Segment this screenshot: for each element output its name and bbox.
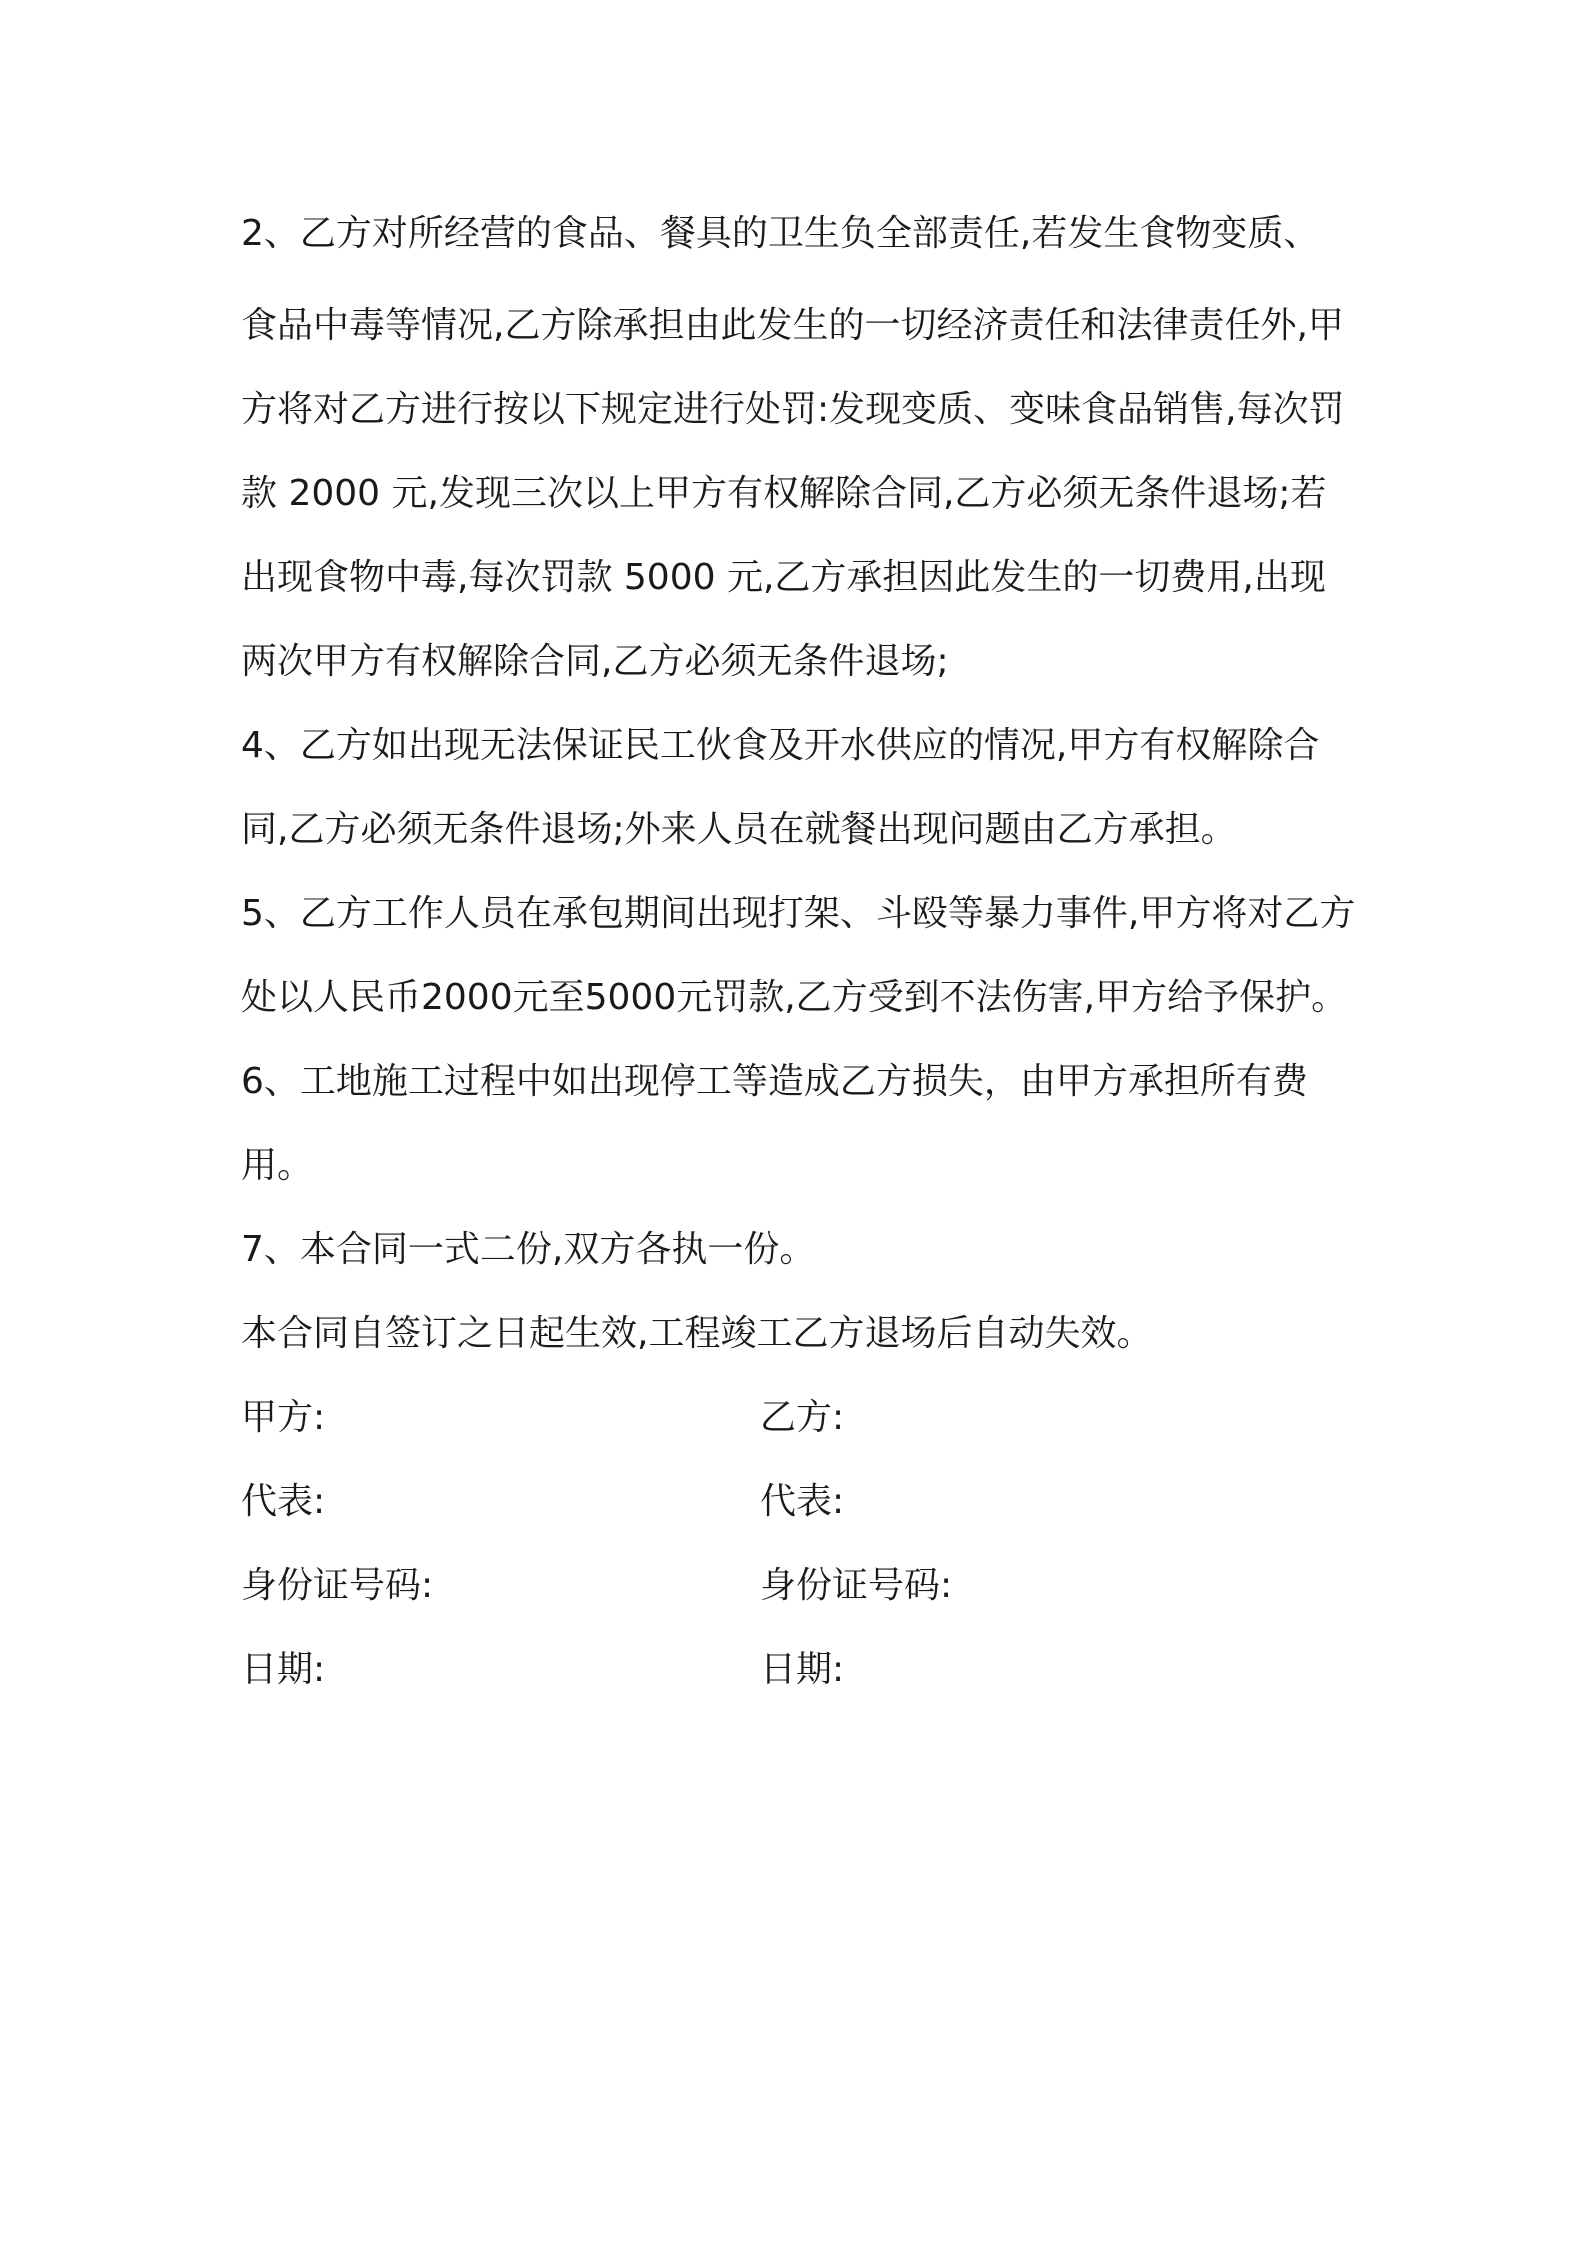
effective-statement: 本合同自签订之日起生效,工程竣工乙方退场后自动失效。 (241, 1313, 1153, 1354)
signature-row-representative (241, 1460, 1361, 1544)
signature-row-party (241, 1376, 1361, 1460)
clause-2-body: 食品中毒等情况,乙方除承担由此发生的一切经济责任和法律责任外,甲方将对乙方进行按以下规定进行处罚:发现变质、变味食品销售,每次罚款 2000 元,发现三次以上甲方有权解除合同,乙方必须无条件退场;若出现食物中毒,每次罚款 5000 元,乙方承担因此发生的一切费用,出现两次甲方有权解除合同,乙方必须无条件退场; (241, 305, 1345, 682)
party-b-label: 乙方: (760, 1397, 845, 1438)
party-a-id-label: 身份证号码: (241, 1565, 434, 1606)
signature-row-date (241, 1628, 1361, 1712)
clause-2 (241, 192, 1361, 704)
clause-5: 5、乙方工作人员在承包期间出现打架、斗殴等暴力事件,甲方将对乙方处以人民币2000元至5000元罚款,乙方受到不法伤害,甲方给予保护。 (241, 893, 1356, 1018)
party-b-id-label: 身份证号码: (760, 1565, 953, 1606)
party-b-date-label: 日期: (760, 1649, 845, 1690)
signature-block (241, 1376, 1361, 1712)
party-b-representative-label: 代表: (760, 1481, 845, 1522)
clause-2-first-line: 2、乙方对所经营的食品、餐具的卫生负全部责任,若发生食物变质、 (241, 213, 1320, 254)
signature-row-id (241, 1544, 1361, 1628)
party-a-representative-label: 代表: (241, 1481, 326, 1522)
clause-4: 4、乙方如出现无法保证民工伙食及开水供应的情况,甲方有权解除合同,乙方必须无条件退场;外来人员在就餐出现问题由乙方承担。 (241, 725, 1320, 850)
clause-7: 7、本合同一式二份,双方各执一份。 (241, 1229, 816, 1270)
party-a-date-label: 日期: (241, 1649, 326, 1690)
document-content (241, 192, 1361, 1712)
party-a-label: 甲方: (241, 1397, 326, 1438)
clause-6: 6、工地施工过程中如出现停工等造成乙方损失，由甲方承担所有费用。 (241, 1061, 1308, 1186)
